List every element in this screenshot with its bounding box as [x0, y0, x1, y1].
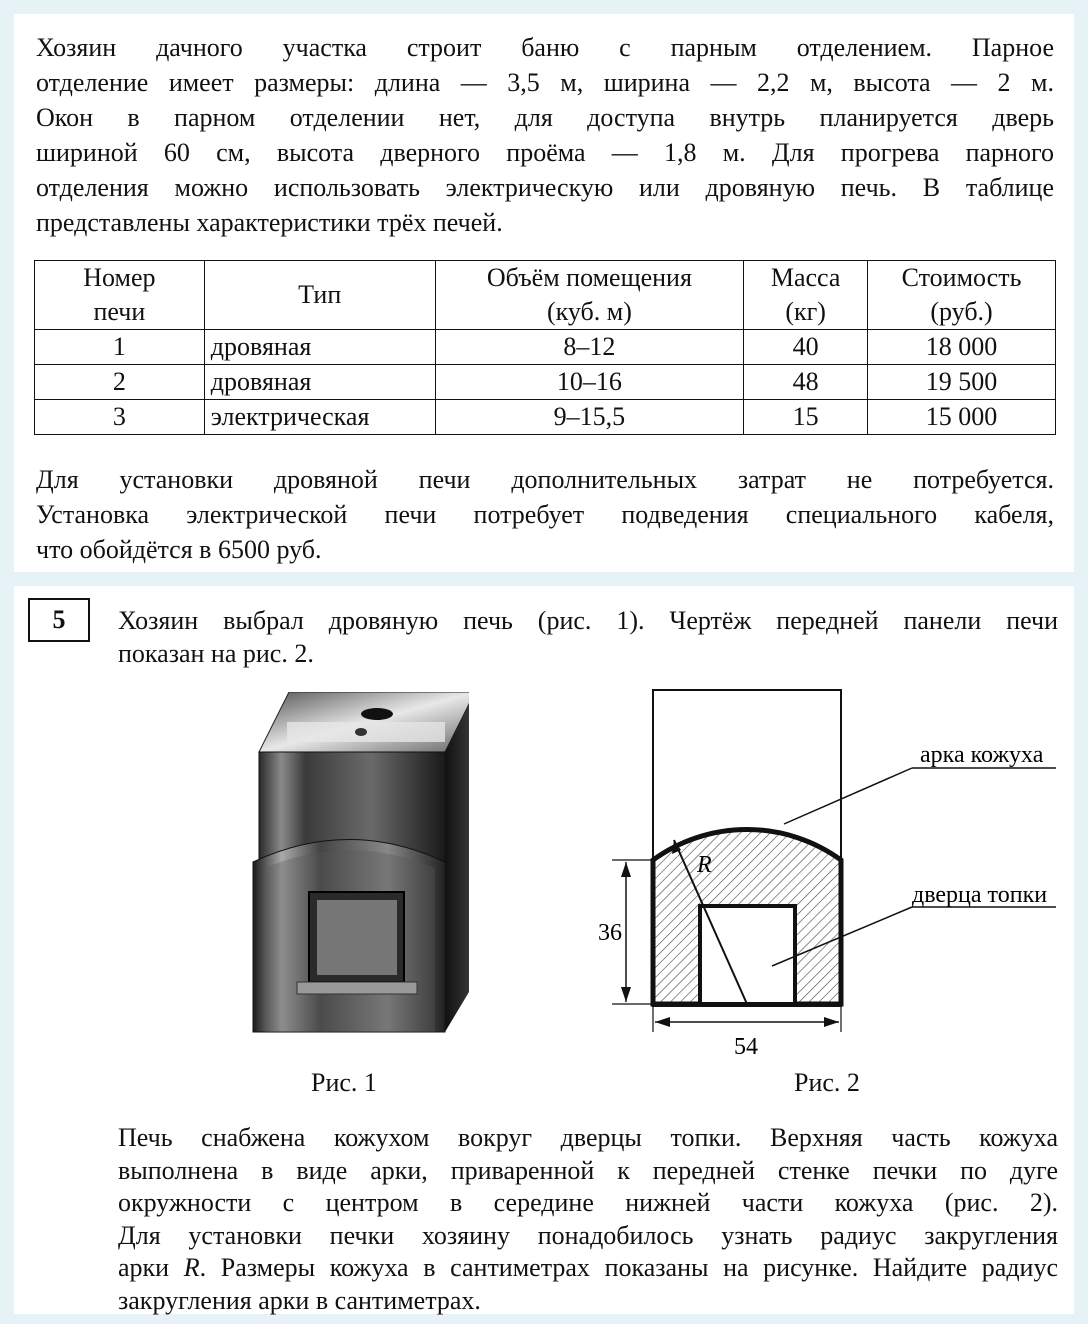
table-cell: 2: [35, 365, 205, 400]
task-line: показан на рис. 2.: [118, 639, 314, 668]
arch-label: арка кожуха: [920, 742, 1044, 768]
stove-door-glass: [317, 900, 397, 975]
table-cell: 18 000: [868, 330, 1056, 365]
header-cell: [35, 261, 205, 330]
door-opening: [700, 906, 795, 1004]
header-text: Тип: [298, 280, 342, 309]
table-cell: 9–15,5: [435, 400, 744, 435]
height-arrow-bottom: [621, 987, 631, 1002]
table-cell: 10–16: [435, 365, 744, 400]
intro-panel: [14, 14, 1074, 572]
stoves-table: [34, 260, 1056, 435]
fig2-caption: Рис. 2: [794, 1068, 860, 1097]
table-cell: 8–12: [435, 330, 744, 365]
body-line: выполнена в виде арки, приваренной к передней стенке печки по дуге: [118, 1155, 1058, 1185]
stove-knob: [355, 728, 367, 736]
table-cell: дровяная: [204, 330, 435, 365]
table-cell: электрическая: [204, 400, 435, 435]
table-cell: 48: [744, 365, 868, 400]
header-text: Масса: [770, 263, 841, 292]
task-body: [118, 1122, 1058, 1317]
header-text: печи: [93, 297, 146, 326]
table-row: [35, 365, 1056, 400]
fig1-caption: Рис. 1: [311, 1068, 377, 1097]
radius-symbol: R: [183, 1253, 200, 1282]
table-cell: 40: [744, 330, 868, 365]
body-line: Печь снабжена кожухом вокруг дверцы топки. Верхняя часть кожуха: [118, 1123, 1058, 1152]
intro-line: отделение имеет размеры: длина — 3,5 м, ширина — 2,2 м, высота — 2 м.: [36, 68, 1054, 97]
body-line: Для установки печки хозяину понадобилось узнать радиус закругления: [118, 1220, 1058, 1250]
header-cell: [868, 261, 1056, 330]
door-label: дверца топки: [912, 882, 1048, 908]
height-arrow-top: [621, 862, 631, 877]
after-line: Для установки дровяной печи дополнительных затрат не потребуется.: [36, 465, 1054, 494]
after-line: Установка электрической печи потребует подведения специального кабеля,: [36, 500, 1054, 529]
task-panel: [14, 586, 1074, 1314]
header-text: Номер: [83, 263, 156, 292]
intro-text: [36, 30, 1054, 240]
header-cell: [435, 261, 744, 330]
header-cell: [744, 261, 868, 330]
body-line: закругления арки в сантиметрах.: [118, 1285, 481, 1315]
table-header-row: [35, 261, 1056, 330]
task-number: 5: [28, 598, 90, 642]
header-text: Объём помещения: [486, 263, 692, 292]
width-dimension: 54: [734, 1034, 758, 1060]
header-text: (руб.): [930, 297, 993, 326]
table-cell: 15: [744, 400, 868, 435]
width-arrow-left: [655, 1017, 670, 1027]
intro-line: отделения можно использовать электрическую или дровяную печь. В таблице: [36, 173, 1054, 202]
intro-line: Окон в парном отделении нет, для доступа внутрь планируется дверь: [36, 103, 1054, 132]
header-text: Стоимость: [901, 263, 1022, 292]
task-text: [118, 604, 1058, 670]
table-cell: дровяная: [204, 365, 435, 400]
body-line: [118, 1252, 1058, 1285]
height-dimension: 36: [598, 920, 622, 946]
stove-ash-tray: [297, 982, 417, 994]
after-text: [36, 462, 1054, 567]
after-line: что обойдётся в 6500 руб.: [36, 535, 322, 564]
intro-line: представлены характеристики трёх печей.: [36, 208, 503, 237]
body-text: . Размеры кожуха в сантиметрах показаны на рисунке. Найдите радиус: [199, 1253, 1058, 1282]
table-row: [35, 330, 1056, 365]
width-arrow-right: [824, 1017, 839, 1027]
table-row: [35, 400, 1056, 435]
arch-leader: [784, 768, 912, 824]
table-cell: 3: [35, 400, 205, 435]
body-text: арки: [118, 1253, 184, 1282]
stove-illustration: [239, 692, 469, 1042]
header-cell: [204, 261, 435, 330]
task-line: Хозяин выбрал дровяную печь (рис. 1). Чертёж передней панели печи: [118, 606, 1058, 635]
header-text: (кг): [785, 297, 826, 326]
table-cell: 15 000: [868, 400, 1056, 435]
table-cell: 19 500: [868, 365, 1056, 400]
table-cell: 1: [35, 330, 205, 365]
body-line: окружности с центром в середине нижней части кожуха (рис. 2).: [118, 1188, 1058, 1217]
intro-line: шириной 60 см, высота дверного проёма — 1,8 м. Для прогрева парного: [36, 138, 1054, 167]
front-panel-drawing: [594, 682, 1064, 1072]
intro-line: Хозяин дачного участка строит баню с парным отделением. Парное: [36, 33, 1054, 62]
stove-top-hole: [361, 708, 393, 720]
radius-label: R: [697, 852, 712, 878]
header-text: (куб. м): [546, 297, 632, 326]
